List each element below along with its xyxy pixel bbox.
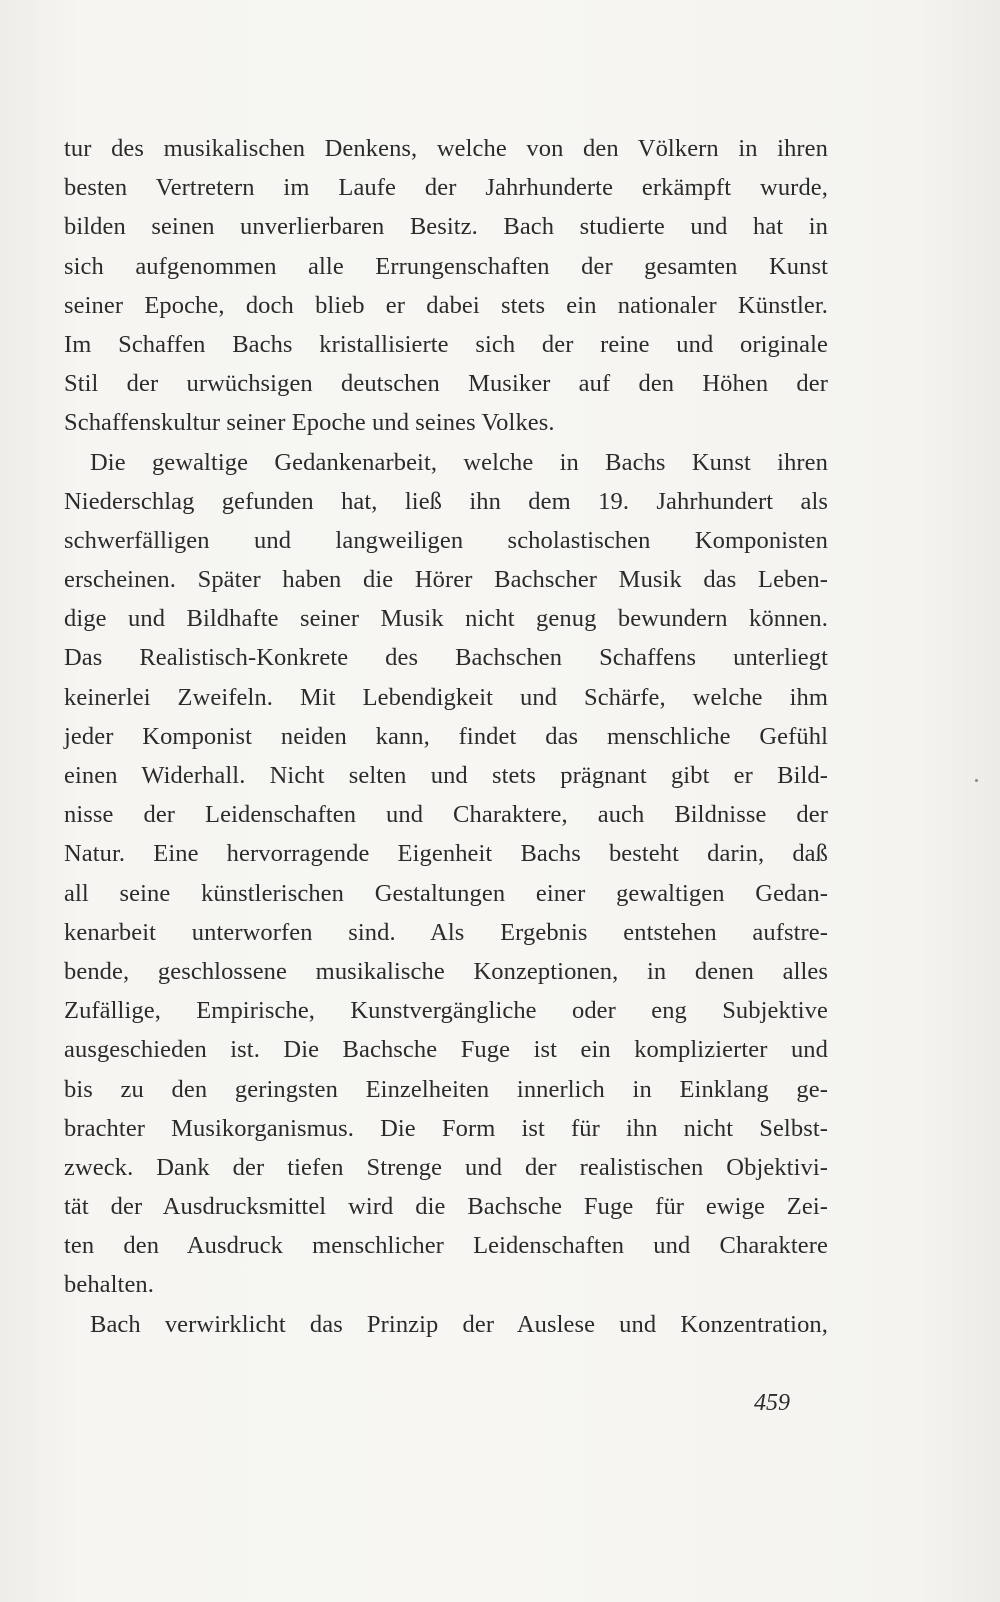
text-line: Stil der urwüchsigen deutschen Musiker auf den Höhen der: [64, 370, 828, 398]
text-line: dige und Bildhafte seiner Musik nicht genug bewundern können.: [64, 605, 828, 633]
paragraph-end-line: behalten.: [64, 1271, 155, 1299]
text-line: bende, geschlossene musikalische Konzeptionen, in denen alles: [64, 957, 828, 985]
text-line: keinerlei Zweifeln. Mit Lebendigkeit und Schärfe, welche ihm: [64, 683, 828, 711]
text-line: ten den Ausdruck menschlicher Leidenschaften und Charaktere: [64, 1232, 828, 1260]
text-line: Zufällige, Empirische, Kunstvergängliche oder eng Subjektive: [64, 997, 828, 1025]
text-line: bis zu den geringsten Einzelheiten innerlich in Einklang ge-: [64, 1075, 828, 1103]
text-line: bilden seinen unverlierbaren Besitz. Bach studierte und hat in: [64, 213, 828, 241]
paragraph-end-line: Schaffenskultur seiner Epoche und seines Volkes.: [64, 409, 555, 437]
text-line: seiner Epoche, doch blieb er dabei stets ein nationaler Künstler.: [64, 291, 828, 319]
text-line: kenarbeit unterworfen sind. Als Ergebnis entstehen aufstre-: [64, 918, 828, 946]
text-line: schwerfälligen und langweiligen scholastischen Komponisten: [64, 526, 828, 554]
text-line: Das Realistisch-Konkrete des Bachschen Schaffens unterliegt: [64, 644, 828, 672]
text-line: erscheinen. Später haben die Hörer Bachscher Musik das Leben-: [64, 566, 828, 594]
text-line: tät der Ausdrucksmittel wird die Bachsche Fuge für ewige Zei-: [64, 1193, 828, 1221]
paragraph-start-line: Bach verwirklicht das Prinzip der Auslese und Konzentration,: [90, 1310, 828, 1338]
text-line: tur des musikalischen Denkens, welche von den Völkern in ihren: [64, 135, 828, 162]
body-text: [64, 129, 828, 1344]
text-line: besten Vertretern im Laufe der Jahrhunderte erkämpft wurde,: [64, 174, 828, 202]
text-line: Niederschlag gefunden hat, ließ ihn dem 19. Jahrhundert als: [64, 487, 828, 515]
text-line: sich aufgenommen alle Errungenschaften der gesamten Kunst: [64, 252, 828, 280]
text-line: einen Widerhall. Nicht selten und stets prägnant gibt er Bild-: [64, 762, 828, 789]
text-line: jeder Komponist neiden kann, findet das menschliche Gefühl: [64, 722, 828, 750]
text-line: brachter Musikorganismus. Die Form ist für ihn nicht Selbst-: [64, 1114, 828, 1142]
text-line: all seine künstlerischen Gestaltungen einer gewaltigen Gedan-: [64, 879, 828, 907]
text-line: ausgeschieden ist. Die Bachsche Fuge ist ein komplizierter und: [64, 1036, 828, 1064]
text-line: zweck. Dank der tiefen Strenge und der realistischen Objektivi-: [64, 1153, 828, 1181]
paragraph-start-line: Die gewaltige Gedankenarbeit, welche in Bachs Kunst ihren: [90, 448, 828, 476]
page-number: 459: [754, 1390, 790, 1416]
paper-speck: [975, 779, 978, 782]
text-line: Natur. Eine hervorragende Eigenheit Bachs besteht darin, daß: [64, 840, 828, 868]
text-line: nisse der Leidenschaften und Charaktere, auch Bildnisse der: [64, 801, 828, 829]
text-line: Im Schaffen Bachs kristallisierte sich der reine und originale: [64, 330, 828, 358]
